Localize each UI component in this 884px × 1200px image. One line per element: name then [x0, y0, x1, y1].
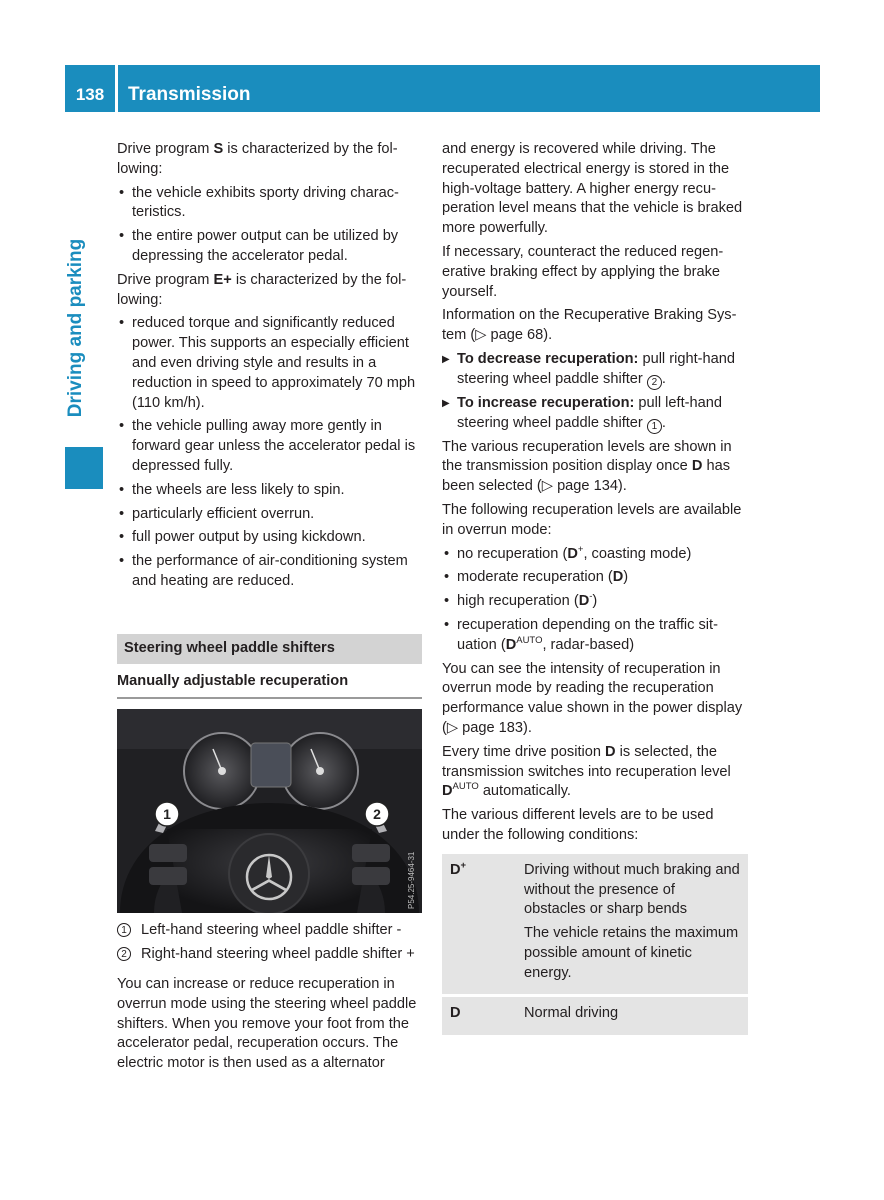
list-item: • the vehicle exhibits sporty driving characteristics.	[117, 184, 422, 224]
table-key: D	[442, 997, 516, 1035]
callout-2-label: 2	[373, 806, 381, 823]
callout-1-label: 1	[163, 806, 171, 823]
list-item: • no recuperation (D+, coasting mode)	[442, 545, 748, 565]
paragraph: If necessary, counteract the reduced regenerative braking effect by applying the brake yourself.	[442, 243, 724, 300]
paragraph: The various different levels are to be used under the following conditions:	[442, 807, 714, 843]
left-column	[117, 140, 422, 1078]
side-tab-block	[65, 447, 103, 489]
subheading: Manually adjustable recuperation	[117, 672, 422, 700]
list-item: • the vehicle pulling away more gently in forward gear unless the accelerator pedal is depressed fully.	[117, 417, 422, 476]
paragraph: Information on the Recuperative Braking System (▷ page 68).	[442, 307, 737, 344]
legend-item: 1 Left-hand steering wheel paddle shifter -	[117, 921, 422, 941]
list-item: • full power output by using kickdown.	[117, 528, 422, 548]
side-tab-label: Driving and parking	[65, 238, 86, 418]
list-item: • reduced torque and significantly reduced power. This supports an especially efficient and even driving style and results in a reduction in speed to approximately 70 mph (110 km/h).	[117, 314, 422, 413]
page-title: Transmission	[118, 65, 820, 112]
steering-wheel-illustration	[117, 709, 422, 913]
figure-legend	[117, 921, 422, 965]
paragraph: The various recuperation levels are shown in the transmission position display once D has been selected (▷ page 134).	[442, 438, 732, 495]
list-item: • the wheels are less likely to spin.	[117, 481, 422, 501]
right-column	[442, 140, 748, 1035]
paragraph: Every time drive position D is selected, the transmission switches into recuperation level $D^{AUTO}$ automatically.	[442, 743, 731, 800]
list-item: • particularly efficient overrun.	[117, 505, 422, 525]
list-item: • recuperation depending on the traffic situation ($D^{AUTO}$, radar-based)	[442, 616, 748, 656]
paragraph: and energy is recovered while driving. The recuperated electrical energy is stored in the high-voltage battery. A higher energy recuperation level means that the vehicle is braked more powerfully.	[442, 141, 743, 237]
callout-number: 2	[647, 375, 662, 390]
recuperation-levels-list	[442, 545, 748, 656]
e-program-list	[117, 314, 422, 591]
callout-number: 1	[647, 419, 662, 434]
instruction-decrease: ▶ To decrease recuperation: pull right-hand steering wheel paddle shifter 2 .	[442, 350, 748, 390]
table-row	[442, 997, 748, 1035]
recuperation-levels-table	[442, 854, 748, 1036]
s-program-intro: Drive program S is characterized by the following:	[117, 141, 398, 177]
callout-number: 2	[117, 947, 131, 961]
legend-item: 2 Right-hand steering wheel paddle shifter +	[117, 945, 422, 965]
e-program-intro: Drive program E+ is characterized by the following:	[117, 271, 407, 308]
table-value: Normal driving	[516, 997, 748, 1035]
list-item: • moderate recuperation (D)	[442, 568, 748, 588]
table-value: Driving without much braking and without the presence of obstacles or sharp bends The vehicle retains the maximum possible amount of kinetic energy.	[516, 854, 748, 998]
list-item: • the performance of air-conditioning system and heating are reduced.	[117, 552, 422, 592]
list-item: • the entire power output can be utilized by depressing the accelerator pedal.	[117, 227, 422, 267]
page-number: 138	[65, 65, 115, 112]
instruction-list	[442, 350, 748, 434]
s-program-list	[117, 184, 422, 267]
list-item: • high recuperation (D-)	[442, 592, 748, 612]
closing-paragraph: You can increase or reduce recuperation in overrun mode using the steering wheel paddle shifters. When you remove your foot from the accelerator pedal, recuperation occurs. The electric motor is then used as a alternator	[117, 975, 417, 1072]
table-row	[442, 854, 748, 998]
instruction-increase: ▶ To increase recuperation: pull left-hand steering wheel paddle shifter 1 .	[442, 394, 748, 434]
steering-wheel-figure	[117, 709, 422, 913]
table-key: D+	[442, 854, 516, 998]
callout-number: 1	[117, 923, 131, 937]
section-heading: Steering wheel paddle shifters	[117, 634, 422, 664]
paragraph: The following recuperation levels are available in overrun mode:	[442, 501, 742, 538]
paragraph: You can see the intensity of recuperation in overrun mode by reading the recuperation performance value shown in the power display (▷ page 183).	[442, 660, 743, 736]
figure-code: P54.25-9464-31	[407, 851, 416, 910]
